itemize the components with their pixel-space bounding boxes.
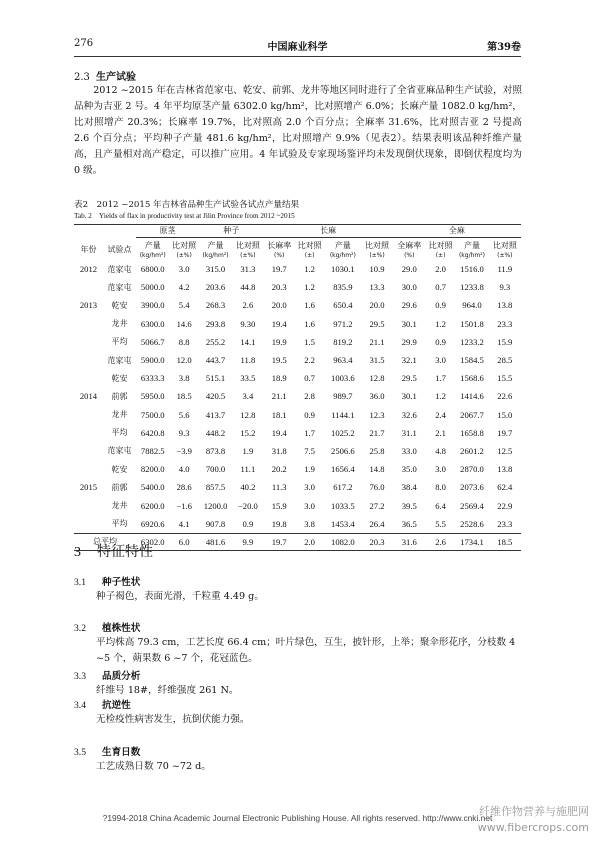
cell-value: 3.0	[178, 264, 190, 275]
cell-value: 1.5	[304, 336, 315, 347]
cell-site: 乾安	[111, 373, 128, 383]
cell-value: 9.3	[178, 427, 190, 438]
subsection-title: 生育日数	[102, 747, 141, 758]
section-number: 3	[74, 545, 81, 560]
cell-value: 20.3	[361, 533, 392, 550]
cell-value: 19.7	[264, 533, 295, 550]
cell-value: 2067.7	[460, 409, 484, 420]
cell-value: 7500.0	[140, 409, 165, 420]
cell-value: 1.7	[435, 373, 446, 384]
cell-value: 2506.6	[331, 445, 355, 456]
cell-value: 31.6	[393, 533, 426, 550]
cell-value: 5066.7	[140, 336, 165, 347]
cell-value: 15.9	[271, 500, 287, 511]
cell-site: 范家屯	[107, 264, 132, 274]
cell-value: 19.4	[271, 318, 287, 329]
cell-value: 907.8	[205, 518, 226, 529]
cell-value: 5000.0	[140, 282, 165, 293]
subsection-number: 3.2	[74, 623, 86, 634]
cell-value: 9.3	[499, 282, 511, 293]
cell-value: 19.7	[497, 427, 513, 438]
running-header	[74, 38, 521, 54]
cell-value: 255.2	[205, 336, 226, 347]
cell-value: 448.2	[205, 427, 226, 438]
cell-value: 12.3	[369, 409, 385, 420]
cell-value: 13.8	[497, 300, 513, 311]
cell-value: 1.9	[242, 445, 254, 456]
cell-value: 1030.1	[331, 264, 355, 275]
cell-year: 2014	[79, 391, 98, 402]
group-long-fiber: 长麻	[264, 224, 393, 238]
cell-value: 32.6	[401, 409, 417, 420]
cell-value: 443.7	[205, 355, 226, 366]
cell-value: 3.0	[304, 500, 315, 511]
col-site: 试验点	[107, 245, 132, 255]
group-seed: 种子	[199, 224, 264, 238]
cell-value: 6333.3	[140, 373, 165, 384]
section-2-3-heading	[74, 68, 136, 83]
cell-site: 龙井	[111, 410, 128, 420]
total-label: 总平均	[74, 533, 136, 550]
cell-value: 62.4	[497, 482, 513, 493]
col-stem-vs: 比对照 (±%)	[172, 241, 197, 259]
cell-value: 515.1	[205, 373, 226, 384]
col-long-rate-vs: 比对照 (±)	[297, 241, 322, 259]
cell-value: 1033.5	[331, 500, 355, 511]
cell-value: 1082.0	[324, 533, 361, 550]
cell-value: 11.1	[240, 464, 256, 475]
cell-site: 前郭	[111, 482, 128, 492]
subsection-title: 植株性状	[102, 623, 141, 634]
table-row	[74, 460, 521, 478]
table-row	[74, 387, 521, 405]
cell-value: 0.9	[242, 518, 254, 529]
cell-value: 5950.0	[140, 391, 165, 402]
cell-year	[74, 496, 103, 514]
cell-value: 18.5	[489, 533, 521, 550]
cell-value: 203.6	[205, 282, 226, 293]
cell-year	[74, 406, 103, 424]
col-long-rate: 长麻率 (%)	[267, 241, 292, 259]
cell-value: 1734.1	[455, 533, 488, 550]
cell-value: 873.8	[205, 445, 226, 456]
table-row	[74, 424, 521, 442]
cell-value: 857.5	[205, 482, 226, 493]
cell-value: 36.0	[369, 391, 385, 402]
cell-value: 14.6	[176, 318, 192, 329]
cell-value: −1.6	[176, 500, 192, 511]
cell-value: 3.8	[304, 518, 315, 529]
subsection-text: 纤维号 18#，纤维强度 261 N。	[96, 685, 239, 696]
cell-value: 18.1	[271, 409, 287, 420]
cell-value: 18.5	[176, 391, 192, 402]
table-row	[74, 296, 521, 314]
cell-value: 5.4	[178, 300, 190, 311]
cell-site: 范家屯	[107, 355, 132, 365]
cell-value: 12.0	[176, 355, 192, 366]
cell-value: 13.8	[497, 464, 513, 475]
cell-year: 2015	[79, 482, 98, 493]
cell-value: 19.8	[271, 518, 287, 529]
cell-value: 15.5	[497, 373, 513, 384]
cell-value: 29.5	[369, 318, 385, 329]
table-row	[74, 278, 521, 296]
cell-value: 35.0	[401, 464, 417, 475]
cell-value: 3.0	[435, 355, 446, 366]
cell-value: 29.6	[401, 300, 417, 311]
cell-value: 31.5	[369, 355, 385, 366]
cell-value: 2.4	[435, 409, 446, 420]
cell-value: 1516.0	[460, 264, 484, 275]
cell-value: 19.7	[271, 264, 287, 275]
cell-value: 30.0	[401, 282, 417, 293]
cell-value: 0.9	[435, 300, 446, 311]
table-row	[74, 369, 521, 387]
yield-table	[74, 224, 521, 551]
cell-value: 293.8	[205, 318, 226, 329]
cell-value: 1200.0	[203, 500, 228, 511]
subsection-text: 无检疫性病害发生，抗倒伏能力强。	[96, 714, 250, 725]
cell-site: 龙井	[111, 501, 128, 511]
cell-value: 963.4	[333, 355, 353, 366]
cell-value: 7.5	[304, 445, 315, 456]
cell-value: 8.8	[178, 336, 190, 347]
cell-site: 乾安	[111, 300, 128, 310]
copyright-footer: ?1994-2018 China Academic Journal Electronic Publishing House. All rights reserved. http://www.cnki.net	[102, 813, 493, 823]
cell-value: −3.9	[176, 445, 192, 456]
volume-label: 第39卷	[487, 42, 521, 53]
cell-value: 1.2	[435, 318, 446, 329]
cell-value: 22.9	[497, 500, 513, 511]
table-caption-zh: 表2 2012 ~2015 年吉林省品种生产试验各试点产量结果	[74, 200, 300, 210]
watermark	[478, 804, 589, 836]
cell-value: 1233.2	[460, 336, 484, 347]
cell-value: 11.3	[271, 482, 287, 493]
cell-value: 6200.0	[140, 500, 165, 511]
cell-value: 29.5	[401, 373, 417, 384]
subsection-title: 种子性状	[102, 577, 141, 588]
cell-value: 15.0	[497, 409, 513, 420]
cell-value: 8.0	[435, 482, 446, 493]
col-seed-vs: 比对照 (±%)	[235, 241, 260, 259]
cell-year	[74, 424, 103, 442]
cell-value: 6.4	[435, 500, 446, 511]
cell-value: 30.1	[401, 318, 417, 329]
cell-value: 1656.4	[331, 464, 355, 475]
cell-year	[74, 315, 103, 333]
cell-year: 2013	[79, 300, 98, 311]
cell-value: 1501.8	[460, 318, 484, 329]
cell-value: 1025.2	[331, 427, 355, 438]
cell-value: 14.8	[369, 464, 385, 475]
cell-value: 36.5	[401, 518, 417, 529]
cell-value: 5400.0	[140, 482, 165, 493]
cell-value: 617.2	[333, 482, 353, 493]
cell-value: 12.5	[497, 445, 513, 456]
subsection-title: 品质分析	[102, 671, 141, 682]
cell-value: 22.6	[497, 391, 513, 402]
col-total-rate-vs: 比对照 (±)	[428, 241, 453, 259]
subsection-text: 平均株高 79.3 cm，工艺长度 66.4 cm；叶片绿色，互生，披针形，上举；聚伞形花序，分枝数 4 ~5 个，蒴果数 6 ~7 个，花冠蓝色。	[96, 637, 516, 664]
cell-value: 3.8	[178, 373, 190, 384]
cell-value: 1.9	[304, 464, 315, 475]
cell-value: 28.5	[497, 355, 513, 366]
cell-value: 76.0	[369, 482, 385, 493]
cell-value: 1.2	[304, 282, 315, 293]
cell-value: 4.2	[178, 282, 190, 293]
cell-value: 3.4	[242, 391, 254, 402]
subsection-title: 抗逆性	[102, 700, 131, 711]
cell-year	[74, 442, 103, 460]
cell-site: 范家屯	[107, 282, 132, 292]
cell-value: 28.6	[176, 482, 192, 493]
subsection-number: 3.4	[74, 700, 86, 711]
cell-value: 14.1	[240, 336, 256, 347]
cell-site: 前郭	[111, 391, 128, 401]
cell-value: 39.5	[401, 500, 417, 511]
cell-value: 9.30	[240, 318, 256, 329]
cell-value: 23.3	[497, 518, 513, 529]
cell-value: 5.5	[435, 518, 446, 529]
cell-year	[74, 278, 103, 296]
cell-value: 4.1	[178, 518, 190, 529]
cell-value: 23.3	[497, 318, 513, 329]
cell-value: 3.0	[435, 464, 446, 475]
section-number: 2.3	[74, 72, 90, 83]
cell-year	[74, 515, 103, 534]
cell-value: 2.6	[242, 300, 254, 311]
table-row	[74, 478, 521, 496]
cell-value: 1453.4	[331, 518, 355, 529]
cell-value: 6420.8	[140, 427, 165, 438]
cell-value: 20.3	[271, 282, 287, 293]
watermark-line1: 纤维作物营养与施肥网	[479, 805, 589, 818]
cell-value: 1144.1	[331, 409, 355, 420]
header-rule	[74, 56, 521, 57]
cell-value: 31.3	[240, 264, 256, 275]
cell-value: −20.0	[237, 500, 258, 511]
cell-value: 1584.5	[460, 355, 484, 366]
cell-value: 1.6	[304, 300, 315, 311]
cell-value: 650.4	[333, 300, 353, 311]
col-stem-yield: 产量 (kg/hm²)	[139, 241, 166, 259]
cell-site: 乾安	[111, 464, 128, 474]
subsection-heading	[74, 620, 140, 634]
cell-value: 40.2	[240, 482, 256, 493]
col-seed-yield: 产量 (kg/hm²)	[202, 241, 229, 259]
cell-value: 2528.6	[460, 518, 484, 529]
subsection-number: 3.5	[74, 747, 86, 758]
cell-value: 315.0	[205, 264, 226, 275]
watermark-line2: www.fibercrops.com	[477, 821, 589, 834]
cell-value: 819.2	[333, 336, 353, 347]
paragraph-text: 2012 ~2015 年在吉林省范家屯、乾安、前郭、龙井等地区同时进行了全省亚麻品种生产试验，对照品种为吉亚 2 号。4 年平均原茎产量 6302.0 kg/hm²，比对照增产 6.0%；长麻产量 1082.0 kg/hm²，比对照增产 20.3%；长麻率 19.7%，比对照高 2.0 个百分点；全麻率 31.6%，比对照吉亚 2 号提高 2.6 个百分点；平均种子产量 481.6 kg/hm²，比对照增产 9.9%（见表2）。结果表明该品种纤维产量高，且产量相对高产稳定，可以推广应用。4 年试验及专家现场鉴评均未发现倒伏现象，即倒伏程度均为 0 级。	[74, 85, 522, 176]
subsection-heading	[74, 668, 140, 682]
cell-value: 6800.0	[140, 264, 165, 275]
cell-value: 13.3	[369, 282, 385, 293]
cell-value: 8200.0	[140, 464, 165, 475]
cell-value: 30.1	[401, 391, 417, 402]
cell-value: 25.8	[369, 445, 385, 456]
section-title: 特征特性	[97, 544, 153, 560]
table-row	[74, 333, 521, 351]
table-row	[74, 515, 521, 534]
cell-value: 1568.6	[460, 373, 484, 384]
cell-value: 20.2	[271, 464, 287, 475]
section-3-heading	[74, 541, 153, 561]
cell-value: 0.7	[435, 282, 446, 293]
cell-value: 2073.6	[460, 482, 484, 493]
table-row	[74, 496, 521, 514]
cell-value: 26.4	[369, 518, 385, 529]
col-long-vs: 比对照 (±%)	[365, 241, 390, 259]
cell-year	[74, 351, 103, 369]
cell-value: 971.2	[333, 318, 353, 329]
cell-value: 44.8	[240, 282, 256, 293]
cell-value: 3900.0	[140, 300, 165, 311]
cell-value: 268.3	[205, 300, 226, 311]
cell-year	[74, 369, 103, 387]
cell-site: 平均	[111, 519, 128, 529]
cell-value: 7882.5	[140, 445, 165, 456]
subsection-text: 种子褐色，表面光滑，千粒重 4.49 g。	[96, 591, 264, 602]
cell-value: 21.1	[271, 391, 287, 402]
cell-year	[74, 333, 103, 351]
cell-value: 19.5	[271, 355, 287, 366]
cell-year: 2012	[79, 264, 98, 275]
production-test-paragraph	[74, 83, 522, 179]
cell-value: 15.9	[497, 336, 513, 347]
cell-site: 龙井	[111, 319, 128, 329]
table-row	[74, 315, 521, 333]
cell-value: 19.4	[271, 427, 287, 438]
cell-value: 4.0	[178, 464, 190, 475]
subsection-heading	[74, 697, 131, 711]
cell-value: 1658.8	[460, 427, 484, 438]
col-long-yield: 产量 (kg/hm²)	[329, 241, 356, 259]
cell-value: 3.0	[304, 482, 315, 493]
subsection-text: 工艺成熟日数 70 ~72 d。	[96, 761, 211, 772]
cell-value: 9.9	[232, 533, 263, 550]
cell-value: 700.0	[205, 464, 226, 475]
cell-year	[74, 460, 103, 478]
cell-value: 20.0	[271, 300, 287, 311]
cell-value: 12.8	[240, 409, 256, 420]
group-raw-stem: 原茎	[136, 224, 199, 238]
cell-value: 1233.8	[460, 282, 484, 293]
cell-value: 5.6	[178, 409, 190, 420]
cell-value: 31.8	[271, 445, 287, 456]
table-row	[74, 442, 521, 460]
cell-value: 27.2	[369, 500, 385, 511]
col-year: 年份	[80, 245, 97, 255]
cell-value: 31.1	[401, 427, 417, 438]
cell-value: 420.5	[205, 391, 226, 402]
cell-value: 1.6	[304, 318, 315, 329]
cell-value: 6920.6	[140, 518, 165, 529]
cell-value: 10.9	[369, 264, 385, 275]
cell-value: 12.8	[369, 373, 385, 384]
cell-value: 2870.0	[460, 464, 484, 475]
cell-site: 平均	[111, 337, 128, 347]
cell-value: 0.9	[304, 409, 315, 420]
cell-value: 20.0	[369, 300, 385, 311]
cell-value: 2.1	[435, 427, 446, 438]
cell-value: 1.2	[304, 264, 315, 275]
cell-value: 18.9	[271, 373, 287, 384]
cell-value: 1.7	[304, 427, 315, 438]
cell-value: 835.9	[333, 282, 353, 293]
cell-value: 6300.0	[140, 318, 165, 329]
cell-value: 38.4	[401, 482, 417, 493]
subsection-number: 3.3	[74, 671, 86, 682]
cell-value: 33.0	[401, 445, 417, 456]
cell-value: 4.8	[435, 445, 446, 456]
subsection-heading	[74, 744, 140, 758]
cell-value: 413.7	[205, 409, 226, 420]
cell-value: 21.7	[369, 427, 385, 438]
journal-name: 中国麻业科学	[267, 42, 328, 53]
cell-value: 964.0	[462, 300, 482, 311]
cell-value: 0.9	[435, 336, 446, 347]
cell-value: 33.5	[240, 373, 256, 384]
cell-value: 0.7	[304, 373, 315, 384]
cell-value: 11.9	[497, 264, 513, 275]
cell-value: 15.2	[240, 427, 256, 438]
cell-value: 2.2	[304, 355, 315, 366]
cell-value: 2.0	[435, 264, 446, 275]
col-total-vs: 比对照 (±%)	[492, 241, 517, 259]
section-title: 生产试验	[96, 72, 136, 83]
table-row	[74, 406, 521, 424]
table-row	[74, 260, 521, 278]
subsection-heading	[74, 574, 140, 588]
cell-value: 32.1	[401, 355, 417, 366]
cell-value: 1414.6	[460, 391, 484, 402]
cell-value: 5900.0	[140, 355, 165, 366]
table-caption-en: Tab. 2 Yields of flax in productivity test at Jilin Province from 2012 ~2015	[74, 212, 295, 220]
cell-value: 1.2	[435, 391, 446, 402]
cell-value: 1003.6	[331, 373, 355, 384]
table-row	[74, 351, 521, 369]
page-number: 276	[74, 38, 94, 49]
cell-value: 19.9	[271, 336, 287, 347]
col-total-yield: 产量 (kg/hm²)	[458, 241, 486, 259]
cell-value: 481.6	[199, 533, 232, 550]
cell-value: 29.0	[401, 264, 417, 275]
cell-value: 6302.0	[136, 533, 169, 550]
cell-value: 29.9	[401, 336, 417, 347]
cell-site: 平均	[111, 428, 128, 438]
cell-site: 范家屯	[107, 446, 132, 456]
cell-value: 2601.2	[460, 445, 484, 456]
cell-value: 2.0	[295, 533, 324, 550]
cell-value: 2.6	[426, 533, 455, 550]
cell-value: 2569.4	[460, 500, 484, 511]
cell-value: 11.8	[240, 355, 256, 366]
cell-value: 21.1	[369, 336, 385, 347]
group-total-fiber: 全麻	[393, 224, 521, 238]
cell-value: 6.0	[169, 533, 198, 550]
col-total-rate: 全麻率 (%)	[397, 241, 422, 259]
subsection-number: 3.1	[74, 577, 86, 588]
cell-value: 989.7	[333, 391, 353, 402]
cell-value: 2.8	[304, 391, 315, 402]
